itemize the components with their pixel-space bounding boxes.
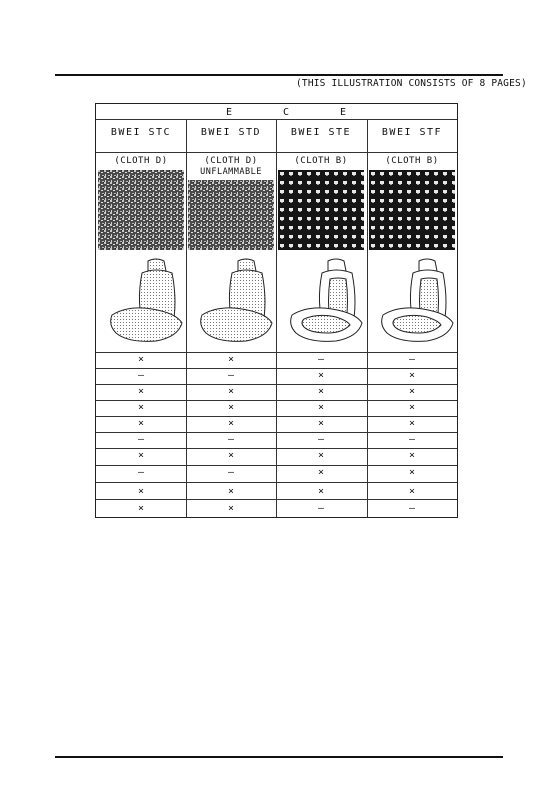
cloth-d-swatch	[98, 170, 184, 250]
table-cell: –	[317, 503, 325, 514]
table-cell: –	[408, 434, 416, 445]
table-cell: –	[227, 370, 235, 381]
table-cell: ×	[137, 418, 145, 429]
cloth-b-swatch	[369, 170, 455, 250]
top-rule	[55, 74, 503, 76]
table-cell: ×	[408, 467, 416, 478]
model-code: BWEI STC	[110, 127, 172, 138]
table-cell: ×	[137, 402, 145, 413]
model-code: BWEI STE	[290, 127, 352, 138]
table-cell: ×	[317, 486, 325, 497]
model-code: BWEI STF	[381, 127, 443, 138]
table-cell: –	[137, 467, 145, 478]
unflammable-label: UNFLAMMABLE	[200, 167, 262, 177]
table-cell: ×	[137, 450, 145, 461]
table-cell: –	[227, 467, 235, 478]
table-cell: ×	[317, 402, 325, 413]
table-cell: –	[317, 354, 325, 365]
table-cell: ×	[227, 486, 235, 497]
bottom-rule	[55, 756, 503, 758]
table-cell: ×	[227, 386, 235, 397]
cloth-d-swatch	[188, 170, 274, 250]
table-cell: ×	[317, 370, 325, 381]
table-cell: ×	[137, 386, 145, 397]
cloth-b-swatch	[278, 170, 364, 250]
table-cell: –	[227, 434, 235, 445]
table-cell: ×	[408, 418, 416, 429]
table-cell: ×	[317, 386, 325, 397]
table-cell: ×	[408, 386, 416, 397]
table-cell: ×	[317, 450, 325, 461]
table-cell: ×	[227, 354, 235, 365]
table-cell: –	[408, 354, 416, 365]
group-letter: E	[339, 107, 346, 118]
table-cell: ×	[227, 503, 235, 514]
group-letter: E	[226, 107, 233, 118]
table-cell: ×	[317, 418, 325, 429]
table-cell: ×	[227, 418, 235, 429]
table-cell: –	[317, 434, 325, 445]
table-cell: ×	[227, 450, 235, 461]
table-cell: ×	[137, 486, 145, 497]
table-cell: ×	[227, 402, 235, 413]
cloth-label: (CLOTH B)	[385, 156, 439, 166]
table-cell: ×	[408, 450, 416, 461]
group-label	[226, 107, 346, 118]
cloth-label: (CLOTH D)	[204, 156, 258, 166]
table-cell: –	[137, 434, 145, 445]
table-cell: –	[408, 503, 416, 514]
seat-illustration	[188, 255, 274, 351]
seat-illustration	[278, 255, 364, 351]
table-cell: ×	[408, 402, 416, 413]
model-code: BWEI STD	[200, 127, 262, 138]
table-cell: ×	[408, 370, 416, 381]
cloth-label: (CLOTH B)	[294, 156, 348, 166]
table-cell: –	[137, 370, 145, 381]
table-cell: ×	[137, 354, 145, 365]
seat-illustration	[98, 255, 184, 351]
page-count-note: (THIS ILLUSTRATION CONSISTS OF 8 PAGES)	[296, 78, 527, 89]
seat-trim-table	[95, 103, 458, 518]
seat-illustration	[369, 255, 455, 351]
table-cell: ×	[317, 467, 325, 478]
table-cell: ×	[408, 486, 416, 497]
table-cell: ×	[137, 503, 145, 514]
group-letter: C	[282, 107, 290, 118]
cloth-label: (CLOTH D)	[114, 156, 168, 166]
